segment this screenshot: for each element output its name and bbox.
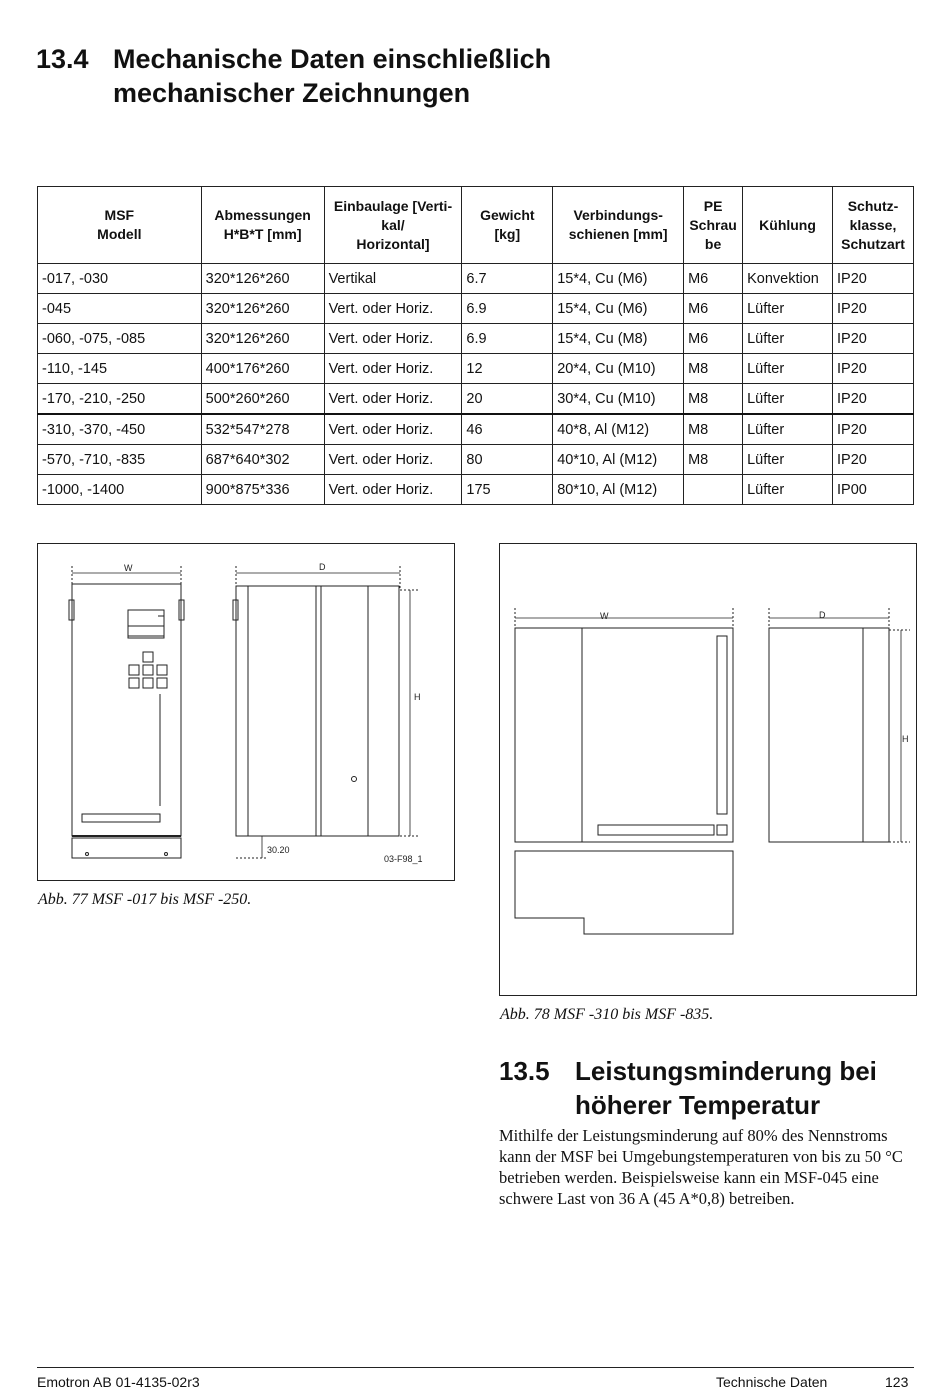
section-title-line1: Mechanische Daten einschließlich — [113, 44, 552, 74]
table-cell: Lüfter — [743, 445, 833, 475]
table-cell: Vertikal — [324, 264, 462, 294]
table-cell: Vert. oder Horiz. — [324, 414, 462, 445]
table-cell: 320*126*260 — [201, 264, 324, 294]
table-cell: -570, -710, -835 — [38, 445, 202, 475]
table-cell: Konvektion — [743, 264, 833, 294]
footer-document-id: Emotron AB 01-4135-02r3 — [37, 1374, 200, 1390]
table-cell: M8 — [684, 384, 743, 415]
table-cell: Lüfter — [743, 475, 833, 505]
table-cell: Lüfter — [743, 414, 833, 445]
table-cell: M6 — [684, 294, 743, 324]
label-w: W — [600, 611, 609, 621]
table-cell: 46 — [462, 414, 553, 445]
label-w: W — [124, 563, 133, 573]
table-cell: Lüfter — [743, 354, 833, 384]
table-cell: M8 — [684, 414, 743, 445]
table-cell: 500*260*260 — [201, 384, 324, 415]
section2-title-line1: Leistungsminderung bei — [575, 1056, 877, 1086]
table-cell: IP20 — [833, 264, 914, 294]
table-row — [38, 445, 914, 475]
table-cell: Vert. oder Horiz. — [324, 294, 462, 324]
derating-paragraph: Mithilfe der Leistungsminderung auf 80% des Nennstroms kann der MSF bei Umgebungstemperaturen von bis zu 50 °C betrieben werden. Beispielsweise kann ein MSF-045 eine schwere Last von 36 A (45 A*0,8) betreiben. — [499, 1126, 903, 1208]
table-cell: -310, -370, -450 — [38, 414, 202, 445]
table-cell: IP20 — [833, 324, 914, 354]
table-cell: IP20 — [833, 445, 914, 475]
table-cell: -1000, -1400 — [38, 475, 202, 505]
label-d: D — [319, 562, 326, 572]
table-header-cell: Kühlung — [743, 187, 833, 264]
table-cell: 20 — [462, 384, 553, 415]
figure-78-drawing — [499, 543, 917, 996]
table-cell: 80*10, Al (M12) — [553, 475, 684, 505]
table-cell: Lüfter — [743, 294, 833, 324]
table-header-cell: MSF Modell — [38, 187, 202, 264]
table-cell: 320*126*260 — [201, 324, 324, 354]
table-cell: 40*8, Al (M12) — [553, 414, 684, 445]
table-cell: Lüfter — [743, 324, 833, 354]
table-cell: IP20 — [833, 384, 914, 415]
figure-78-caption: Abb. 78 MSF -310 bis MSF -835. — [500, 1006, 714, 1023]
table-header-row — [38, 187, 914, 264]
table-cell: 320*126*260 — [201, 294, 324, 324]
table-cell: Vert. oder Horiz. — [324, 324, 462, 354]
table-cell: 6.9 — [462, 294, 553, 324]
table-cell: 175 — [462, 475, 553, 505]
table-row — [38, 475, 914, 505]
label-h: H — [902, 734, 909, 744]
table-cell: Vert. oder Horiz. — [324, 475, 462, 505]
table-row — [38, 414, 914, 445]
section-title-line2: mechanischer Zeichnungen — [113, 78, 471, 108]
table-cell: 40*10, Al (M12) — [553, 445, 684, 475]
label-h: H — [414, 692, 421, 702]
table-row — [38, 264, 914, 294]
table-header-cell: Verbindungs- schienen [mm] — [553, 187, 684, 264]
table-cell: IP20 — [833, 294, 914, 324]
table-cell: 900*875*336 — [201, 475, 324, 505]
dimension-label: 30.20 — [267, 845, 290, 855]
table-header-cell: Einbaulage [Verti- kal/ Horizontal] — [324, 187, 462, 264]
table-cell — [684, 475, 743, 505]
table-cell: M6 — [684, 264, 743, 294]
table-cell: 15*4, Cu (M8) — [553, 324, 684, 354]
table-cell: Vert. oder Horiz. — [324, 354, 462, 384]
table-cell: -060, -075, -085 — [38, 324, 202, 354]
table-cell: 532*547*278 — [201, 414, 324, 445]
table-cell: 6.7 — [462, 264, 553, 294]
table-cell: -017, -030 — [38, 264, 202, 294]
drawing-msf-310-835 — [500, 544, 916, 995]
drawing-code: 03-F98_1 — [384, 854, 423, 864]
table-cell: 20*4, Cu (M10) — [553, 354, 684, 384]
table-cell: 687*640*302 — [201, 445, 324, 475]
table-header-cell: Schutz- klasse, Schutzart — [833, 187, 914, 264]
table-cell: IP20 — [833, 414, 914, 445]
footer-divider — [37, 1367, 914, 1368]
section2-title-line2: höherer Temperatur — [575, 1090, 821, 1120]
footer-section-name: Technische Daten — [716, 1374, 828, 1390]
table-cell: IP20 — [833, 354, 914, 384]
table-cell: IP00 — [833, 475, 914, 505]
table-cell: -045 — [38, 294, 202, 324]
table-cell: Vert. oder Horiz. — [324, 445, 462, 475]
table-cell: -170, -210, -250 — [38, 384, 202, 415]
table-cell: 30*4, Cu (M10) — [553, 384, 684, 415]
table-header-cell: PE Schrau be — [684, 187, 743, 264]
table-header-cell: Abmessungen H*B*T [mm] — [201, 187, 324, 264]
table-cell: 400*176*260 — [201, 354, 324, 384]
table-cell: 12 — [462, 354, 553, 384]
table-cell: 15*4, Cu (M6) — [553, 294, 684, 324]
table-row — [38, 324, 914, 354]
table-body — [38, 264, 914, 505]
table-cell: M8 — [684, 354, 743, 384]
table-cell: M6 — [684, 324, 743, 354]
figure-77-caption: Abb. 77 MSF -017 bis MSF -250. — [38, 891, 252, 908]
table-cell: 80 — [462, 445, 553, 475]
table-cell: M8 — [684, 445, 743, 475]
table-cell: 6.9 — [462, 324, 553, 354]
mechanical-data-table — [37, 186, 914, 505]
table-cell: Lüfter — [743, 384, 833, 415]
section2-number: 13.5 — [499, 1056, 550, 1086]
table-row — [38, 354, 914, 384]
label-d: D — [819, 610, 826, 620]
table-cell: Vert. oder Horiz. — [324, 384, 462, 415]
table-header-cell: Gewicht [kg] — [462, 187, 553, 264]
table-cell: 15*4, Cu (M6) — [553, 264, 684, 294]
table-row — [38, 384, 914, 415]
section-number: 13.4 — [36, 44, 89, 74]
figure-77-drawing — [37, 543, 455, 881]
footer-page-number: 123 — [885, 1374, 909, 1390]
table-cell: -110, -145 — [38, 354, 202, 384]
drawing-msf-017-250 — [38, 544, 454, 880]
table-row — [38, 294, 914, 324]
